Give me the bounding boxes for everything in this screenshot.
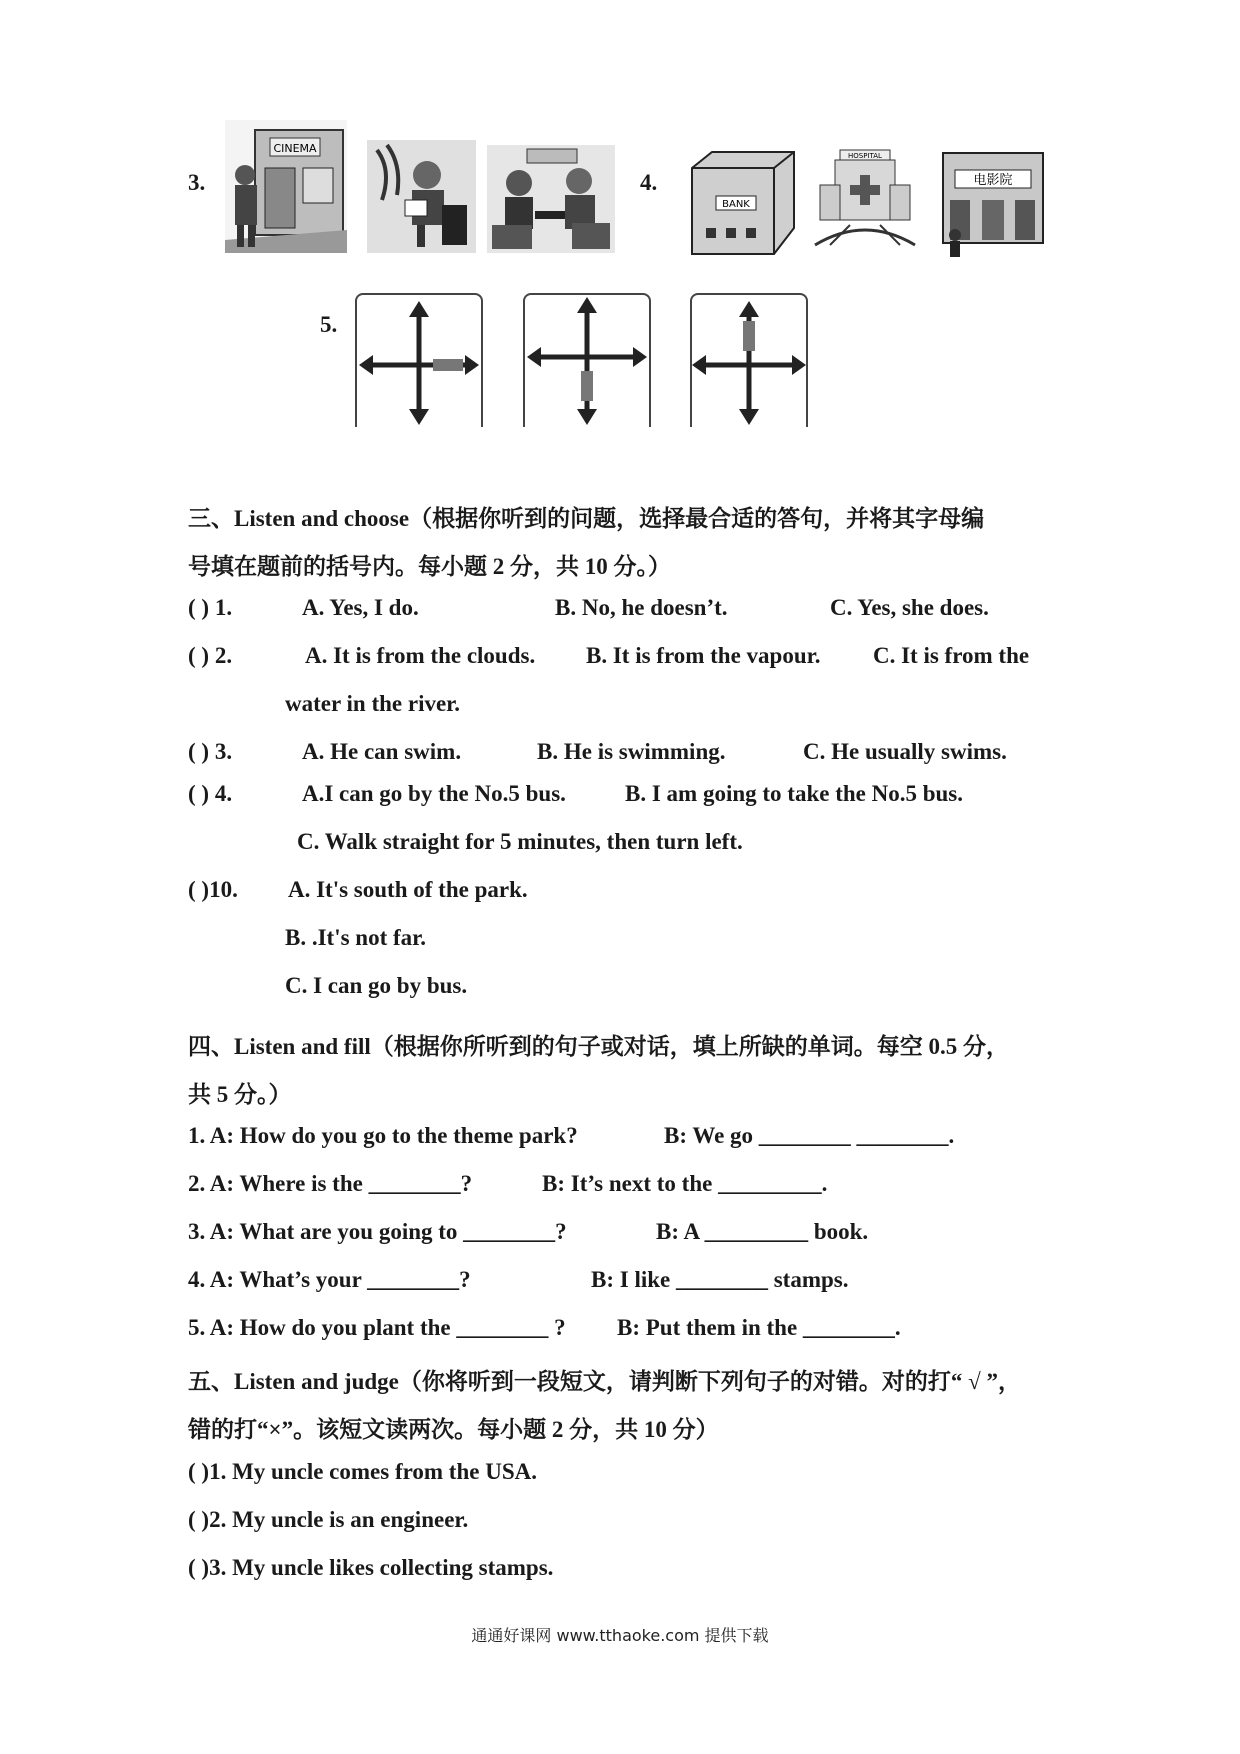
page-footer: 通通好课网 www.tthaoke.com 提供下载 (471, 1626, 769, 1645)
s4-line4-b: B: I like ________ stamps. (591, 1267, 849, 1292)
question-4-label: 4. (640, 170, 658, 195)
s4-line1-a: 1. A: How do you go to the theme park? (188, 1123, 578, 1148)
s3-q10-option-c: C. I can go by bus. (285, 973, 468, 998)
section3-heading-line1: 三、Listen and choose（根据你听到的问题，选择最合适的答句，并将其字母编 (188, 506, 985, 531)
s3-q10-option-a: A. It's south of the park. (288, 877, 528, 902)
s4-line4-a: 4. A: What’s your ________? (188, 1267, 471, 1292)
s5-judge-3: ( )3. My uncle likes collecting stamps. (188, 1555, 554, 1580)
direction-north-box (690, 293, 808, 427)
cinema-picture (225, 120, 347, 253)
s3-q2-option-b: B. It is from the vapour. (586, 643, 821, 668)
s4-line3-a: 3. A: What are you going to ________? (188, 1219, 567, 1244)
s3-q3-option-a: A. He can swim. (302, 739, 462, 764)
cinema-cn-picture (935, 145, 1050, 260)
compass-arrows-north-icon (692, 295, 806, 427)
s3-q2-option-c-continued: water in the river. (285, 691, 461, 716)
s3-q4-option-b: B. I am going to take the No.5 bus. (625, 781, 964, 806)
s3-q10-option-b: B. .It's not far. (285, 925, 426, 950)
s3-q10-number: ( )10. (188, 877, 238, 902)
cinema-cn-sign: 电影院 (973, 173, 1013, 188)
s3-q4-option-a: A.I can go by the No.5 bus. (302, 781, 566, 806)
hospital-sign: HOSPITAL (848, 152, 882, 160)
section5-heading-line2: 错的打“×”。该短文读两次。每小题 2 分，共 10 分） (188, 1417, 719, 1442)
s3-q2-option-a: A. It is from the clouds. (305, 643, 536, 668)
s3-q1-option-c: C. Yes, she does. (830, 595, 989, 620)
question-3-label: 3. (188, 170, 206, 195)
section5-heading-line1: 五、Listen and judge（你将听到一段短文，请判断下列句子的对错。对的打“ √ ”， (188, 1369, 1021, 1394)
s3-q4-option-c: C. Walk straight for 5 minutes, then turn left. (297, 829, 743, 854)
s4-line2-b: B: It’s next to the _________. (542, 1171, 828, 1196)
compass-arrows-south-icon (525, 295, 649, 427)
cinema-sign: CINEMA (273, 142, 317, 155)
direction-south-box (523, 293, 651, 427)
s4-line5-a: 5. A: How do you plant the ________ ? (188, 1315, 566, 1340)
reading-picture (367, 140, 476, 253)
s4-line3-b: B: A _________ book. (656, 1219, 869, 1244)
s3-q3-option-b: B. He is swimming. (537, 739, 726, 764)
s3-q1-option-a: A. Yes, I do. (302, 595, 419, 620)
s3-q2-option-c: C. It is from the (873, 643, 1030, 668)
question-5-label: 5. (320, 312, 338, 337)
s3-q2-number: ( ) 2. (188, 643, 233, 668)
direction-east-box (355, 293, 483, 427)
s5-judge-1: ( )1. My uncle comes from the USA. (188, 1459, 537, 1484)
s4-line2-a: 2. A: Where is the ________? (188, 1171, 473, 1196)
bank-picture (688, 148, 798, 258)
s3-q1-option-b: B. No, he doesn’t. (555, 595, 728, 620)
s5-judge-2: ( )2. My uncle is an engineer. (188, 1507, 469, 1532)
section4-heading-line1: 四、Listen and fill（根据你所听到的句子或对话，填上所缺的单词。每空 0.5 分， (188, 1034, 1010, 1059)
section4-heading-line2: 共 5 分。） (188, 1082, 292, 1107)
s3-q3-number: ( ) 3. (188, 739, 233, 764)
compass-arrows-east-icon (357, 295, 481, 427)
s4-line1-b: B: We go ________ ________. (664, 1123, 955, 1148)
chess-picture (487, 145, 615, 253)
hospital-picture (810, 145, 920, 251)
s3-q1-number: ( ) 1. (188, 595, 233, 620)
s4-line5-b: B: Put them in the ________. (617, 1315, 901, 1340)
bank-sign: BANK (722, 199, 750, 210)
section3-heading-line2: 号填在题前的括号内。每小题 2 分，共 10 分。） (188, 554, 671, 579)
s3-q4-number: ( ) 4. (188, 781, 233, 806)
s3-q3-option-c: C. He usually swims. (803, 739, 1007, 764)
